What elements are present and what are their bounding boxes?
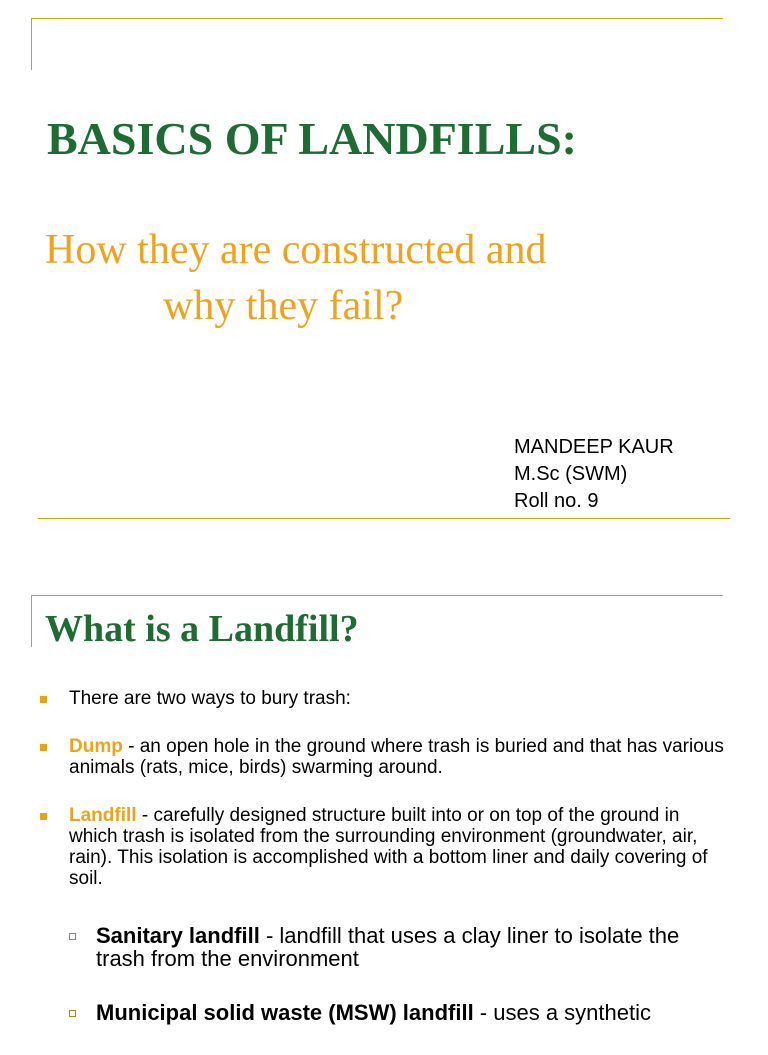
sub-bullet-item bbox=[38, 924, 728, 970]
bullet-item bbox=[38, 688, 728, 709]
bullet-item bbox=[38, 736, 728, 778]
bottom-rule bbox=[38, 518, 730, 519]
subtitle-line-2: why they fail? bbox=[163, 283, 404, 329]
bullet-list bbox=[38, 688, 728, 1055]
author-roll: Roll no. 9 bbox=[514, 490, 599, 512]
hollow-square-bullet-icon bbox=[69, 933, 76, 940]
bullet-term-dump: Dump bbox=[69, 736, 123, 757]
left-rule bbox=[31, 18, 32, 70]
bullet-text: - an open hole in the ground where trash is buried and that has various animals (rats, mice, birds) swarming around. bbox=[69, 736, 724, 778]
author-block bbox=[514, 434, 674, 515]
bullet-term-landfill: Landfill bbox=[69, 805, 137, 826]
slide-title: BASICS OF LANDFILLS: bbox=[47, 113, 577, 164]
top-rule bbox=[31, 595, 723, 596]
top-rule bbox=[31, 18, 723, 19]
square-bullet-icon bbox=[40, 813, 47, 820]
subtitle-line-1: How they are constructed and bbox=[45, 227, 547, 273]
bullet-text: There are two ways to bury trash: bbox=[69, 688, 351, 709]
bullet-item bbox=[38, 805, 728, 889]
slide-subtitle bbox=[45, 222, 546, 334]
sub-text: - landfill that uses a clay liner to isolate the trash from the environment bbox=[96, 923, 680, 971]
left-rule bbox=[31, 595, 32, 647]
square-bullet-icon bbox=[40, 696, 47, 703]
sub-term-msw: Municipal solid waste (MSW) landfill bbox=[96, 1000, 474, 1025]
sub-bullet-item bbox=[38, 1001, 728, 1024]
bullet-text: - carefully designed structure built into or on top of the ground in which trash is isolated from the surrounding environment (groundwater, air, rain). This isolation is accomplished with a bottom liner and daily covering of soil. bbox=[69, 805, 708, 889]
hollow-square-bullet-icon bbox=[69, 1010, 76, 1017]
author-name: MANDEEP KAUR bbox=[514, 436, 674, 458]
content-slide bbox=[0, 585, 768, 1024]
square-bullet-icon bbox=[40, 744, 47, 751]
slide-heading: What is a Landfill? bbox=[45, 608, 359, 650]
sub-term-sanitary: Sanitary landfill bbox=[96, 923, 260, 948]
author-degree: M.Sc (SWM) bbox=[514, 463, 628, 485]
sub-text: - uses a synthetic bbox=[473, 1000, 651, 1025]
